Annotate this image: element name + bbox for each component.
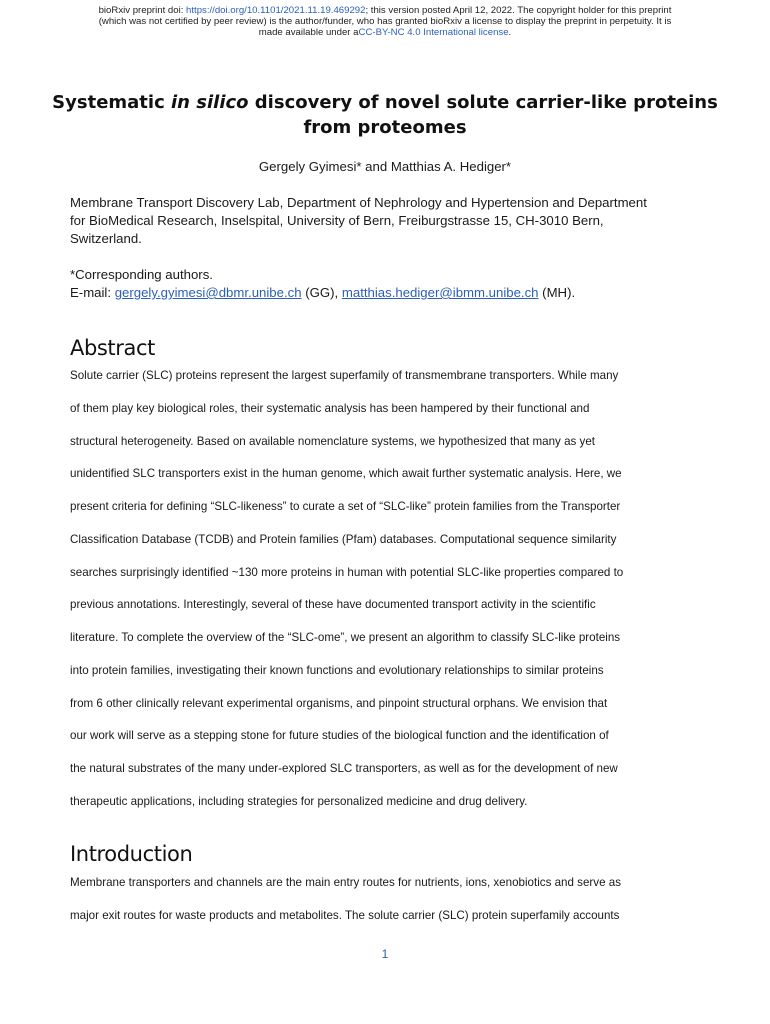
license-suffix: .	[508, 27, 512, 38]
corresponding-label: *Corresponding authors.	[70, 267, 213, 282]
abstract-line: therapeutic applications, including strategies for personalized medicine and drug delivery.	[70, 794, 528, 808]
introduction-line: Membrane transporters and channels are the main entry routes for nutrients, ions, xenobiotics and serve as	[70, 876, 621, 889]
title-part1: Systematic	[52, 92, 172, 113]
abstract-heading: Abstract	[70, 336, 155, 360]
title-part2: discovery of novel solute carrier-like proteins	[248, 92, 718, 113]
introduction-body	[70, 867, 702, 933]
abstract-line: Classification Database (TCDB) and Protein families (Pfam) databases. Computational sequence similarity	[70, 532, 617, 546]
abstract-line: structural heterogeneity. Based on available nomenclature systems, we hypothesized that many as yet	[70, 434, 596, 448]
abstract-line: from 6 other clinically relevant experimental organisms, and pinpoint structural orphans. We envision that	[70, 696, 608, 710]
author-list: Gergely Gyimesi* and Matthias A. Hediger*	[258, 159, 512, 174]
abstract-line: present criteria for defining “SLC-likeness” to curate a set of “SLC-like” protein families from the Transporter	[70, 500, 621, 513]
email-line	[70, 284, 710, 302]
email-link-gg[interactable]: gergely.gyimesi@dbmr.unibe.ch	[114, 285, 302, 300]
preprint-suffix: ; this version posted April 12, 2022. The copyright holder for this preprint	[365, 5, 672, 16]
abstract-line: literature. To complete the overview of the “SLC-ome”, we present an algorithm to classify SLC-like proteins	[70, 631, 621, 644]
page-number: 1	[381, 947, 389, 961]
abstract-body	[70, 360, 702, 819]
abstract-line: unidentified SLC transporters exist in the human genome, which await further systematic analysis. Here, we	[70, 467, 622, 481]
abstract-line: searches surprisingly identified ~130 more proteins in human with potential SLC-like properties compared to	[70, 565, 624, 579]
abstract-line: the natural substrates of the many under-explored SLC transporters, as well as for the development of new	[70, 762, 618, 775]
abstract-line: previous annotations. Interestingly, several of these have documented transport activity in the scientific	[70, 598, 596, 612]
title-line2: from proteomes	[303, 117, 467, 138]
doi-link[interactable]: https://doi.org/10.1101/2021.11.19.469292	[186, 5, 366, 16]
paper-title	[40, 90, 730, 140]
email-prefix: E-mail:	[70, 285, 115, 300]
abstract-line: our work will serve as a stepping stone for future studies of the biological function and the identification of	[70, 729, 609, 743]
affiliation-line: Membrane Transport Discovery Lab, Department of Nephrology and Hypertension and Department	[70, 195, 647, 210]
corresponding-authors	[70, 266, 710, 302]
email-link-mh[interactable]: matthias.hediger@ibmm.unibe.ch	[341, 285, 539, 300]
preprint-notice-line2: (which was not certified by peer review) is the author/funder, who has granted bioRxiv a license to display the preprint in perpetuity. It is	[98, 16, 672, 27]
email2-suffix: (MH).	[538, 285, 576, 300]
preprint-notice	[0, 5, 770, 38]
email1-suffix: (GG),	[301, 285, 342, 300]
preprint-notice-line3	[0, 27, 770, 38]
title-italic: in silico	[171, 92, 249, 113]
affiliation-line: Switzerland.	[70, 231, 142, 246]
preprint-notice-line1	[0, 5, 770, 16]
license-link[interactable]: CC-BY-NC 4.0 International license	[358, 27, 509, 38]
preprint-prefix: bioRxiv preprint doi:	[98, 5, 187, 16]
introduction-heading: Introduction	[70, 842, 193, 866]
introduction-line: major exit routes for waste products and metabolites. The solute carrier (SLC) protein superfamily accounts	[70, 908, 620, 922]
affiliation	[70, 194, 710, 248]
abstract-line: into protein families, investigating their known functions and evolutionary relationships to similar proteins	[70, 663, 604, 677]
abstract-line: Solute carrier (SLC) proteins represent the largest superfamily of transmembrane transporters. While many	[70, 369, 619, 382]
license-prefix: made available under a	[258, 27, 359, 38]
affiliation-line: for BioMedical Research, Inselspital, University of Bern, Freiburgstrasse 15, CH-3010 Bern,	[70, 213, 604, 228]
abstract-line: of them play key biological roles, their systematic analysis has been hampered by their functional and	[70, 401, 590, 415]
